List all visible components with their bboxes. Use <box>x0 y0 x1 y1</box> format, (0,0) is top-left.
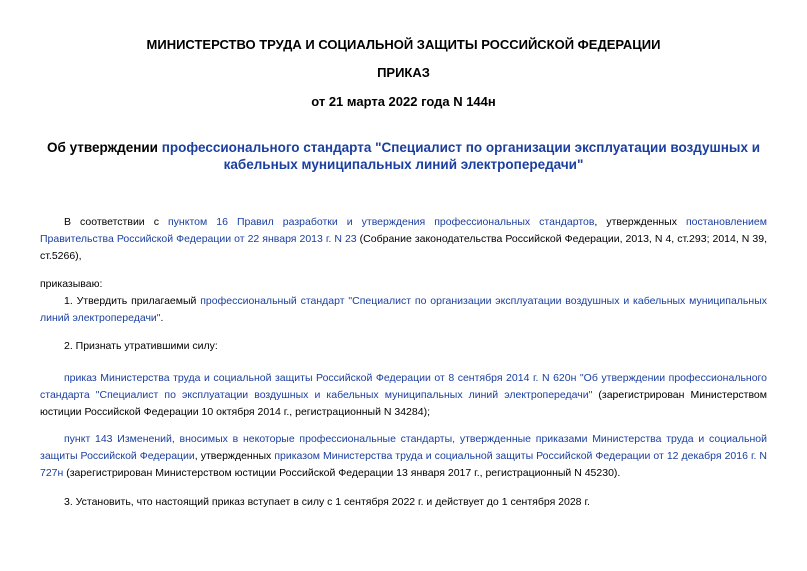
repealed-order-2-paragraph <box>40 431 767 482</box>
date-number-heading: от 21 марта 2022 года N 144н <box>311 94 496 109</box>
preamble-text-3: (Собрание законодательства Российской Федерации, 2013, N 4, ст.293; 2014, N 39, ст.5266), <box>40 233 768 262</box>
repealed-order-1-paragraph <box>40 370 767 421</box>
preamble-text-2: , утвержденных <box>594 216 686 228</box>
government-resolution-link[interactable]: постановлением Правительства Российской Федерации от 22 января 2013 г. N 23 <box>40 216 767 245</box>
order-727n-link[interactable]: приказом Министерства труда и социальной защиты Российской Федерации от 12 декабря 2016 г. N 727н <box>40 450 768 479</box>
ministry-heading: МИНИСТЕРСТВО ТРУДА И СОЦИАЛЬНОЙ ЗАЩИТЫ РОССИЙСКОЙ ФЕДЕРАЦИИ <box>146 37 661 52</box>
orders-word: приказываю: <box>40 278 103 290</box>
repealed-order-2-text-1: , утвержденных <box>194 450 275 462</box>
item-1-text: 1. Утвердить прилагаемый <box>64 295 201 307</box>
title-standard-link[interactable]: профессионального стандарта "Специалист по организации эксплуатации воздушных и кабельных муниципальных линий электропередачи" <box>161 140 760 172</box>
document-title <box>40 139 767 173</box>
repealed-order-2-text-2: (зарегистрирован Министерством юстиции Российской Федерации 13 января 2017 г., регистрационный N 45230). <box>63 467 621 479</box>
repealed-order-620n-link[interactable]: приказ Министерства труда и социальной защиты Российской Федерации от 8 сентября 2014 г. N 620н "Об утверждении профессионального стандарта "Специалист по эксплуатации воздушных и кабельных муниципальных линий электропередачи" <box>40 372 767 401</box>
professional-standard-link[interactable]: профессиональный стандарт "Специалист по организации эксплуатации воздушных и кабельных муниципальных линий электропередачи" <box>40 295 767 324</box>
repealed-order-1-text: (зарегистрирован Министерством юстиции Российской Федерации 10 октября 2014 г., регистрационный N 34284); <box>40 389 767 418</box>
preamble-paragraph <box>40 214 767 265</box>
clause-143-link[interactable]: пункт 143 Изменений, вносимых в некоторые профессиональные стандарты, утвержденные приказами Министерства труда и социальной защиты Российской Федерации <box>40 433 767 462</box>
preamble-text-1: В соответствии с <box>64 216 168 228</box>
doc-type-heading: ПРИКАЗ <box>377 65 430 80</box>
item-2-paragraph: 2. Признать утратившими силу: <box>64 340 218 352</box>
item-1-paragraph <box>40 293 767 327</box>
rules-clause-link[interactable]: пунктом 16 Правил разработки и утверждения профессиональных стандартов <box>168 216 595 228</box>
item-1-end: . <box>160 312 164 324</box>
item-3-paragraph: 3. Установить, что настоящий приказ вступает в силу с 1 сентября 2022 г. и действует до 1 сентября 2028 г. <box>64 496 590 508</box>
title-prefix: Об утверждении <box>47 140 162 155</box>
